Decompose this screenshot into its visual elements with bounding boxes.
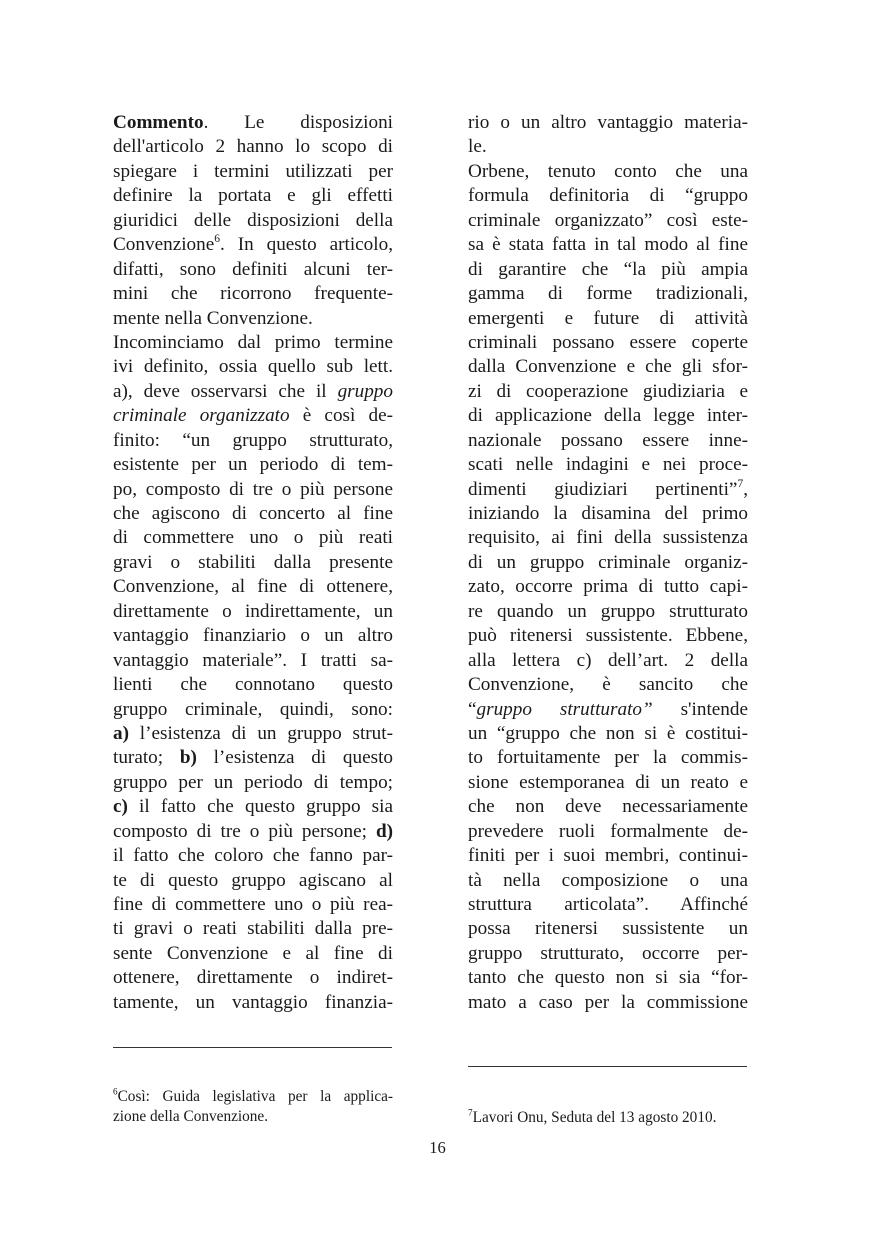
text-line <box>468 893 748 917</box>
text-line <box>113 820 393 844</box>
footnote-7 <box>468 1108 748 1128</box>
text-run: Convenzione, al fine di ottenere, <box>113 576 393 598</box>
text-line <box>113 991 393 1015</box>
text-run: gravi o stabiliti dalla presente <box>113 551 393 573</box>
text-line <box>468 820 748 844</box>
text-line <box>113 429 393 453</box>
text-line <box>113 771 393 795</box>
text-run: iniziando la disamina del primo <box>468 503 748 524</box>
text-run: criminali possano essere coperte <box>468 331 748 353</box>
text-line <box>113 331 393 355</box>
text-run: di applicazione della legge inter- <box>468 405 748 427</box>
text-line <box>113 111 393 135</box>
text-line <box>468 526 748 550</box>
text-run: a), deve osservarsi che il <box>113 380 338 402</box>
text-run: emergenti e future di attività <box>468 307 748 329</box>
text-run: te di questo gruppo agiscano al <box>113 869 393 891</box>
right-column <box>468 111 748 1015</box>
text-run: . Le disposizioni <box>203 112 393 133</box>
text-run: gruppo strutturato, occorre per- <box>468 942 748 964</box>
text-line <box>468 380 748 404</box>
text-run: un “gruppo che non si è costitui- <box>468 722 748 744</box>
text-line <box>113 722 393 746</box>
text-line <box>468 184 748 208</box>
text-line <box>468 917 748 941</box>
text-run: spiegare i termini utilizzati per <box>113 160 393 182</box>
text-line <box>468 746 748 770</box>
text-line <box>113 258 393 282</box>
text-line <box>113 795 393 819</box>
footnote-ref: 7 <box>737 477 744 490</box>
text-run: di commettere uno o più reati <box>113 527 393 549</box>
text-line <box>468 135 748 159</box>
text-run: di garantire che “la più ampia <box>468 258 748 280</box>
text-line <box>113 526 393 550</box>
text-run: giuridici delle disposizioni della <box>113 209 393 231</box>
text-line <box>468 942 748 966</box>
text-run: possa ritenersi sussistente un <box>468 918 748 940</box>
text-run: direttamente o indirettamente, un <box>113 600 393 622</box>
text-line <box>113 966 393 990</box>
text-line <box>113 404 393 428</box>
text-line <box>468 869 748 893</box>
text-run: struttura articolata”. Affinché <box>468 894 748 915</box>
text-line <box>113 600 393 624</box>
text-run: criminale organizzato” così este- <box>468 209 748 231</box>
text-run: è così de- <box>289 405 393 427</box>
text-line <box>113 478 393 502</box>
text-line <box>113 624 393 648</box>
text-run: difatti, sono definiti alcuni ter- <box>113 258 393 280</box>
footnote-separator-left <box>113 1047 392 1048</box>
text-run: c) <box>113 796 128 818</box>
text-run: formula definitoria di “gruppo <box>468 185 748 207</box>
text-line <box>113 673 393 697</box>
text-line <box>113 282 393 306</box>
text-run: il fatto che questo gruppo sia <box>127 796 393 818</box>
text-run: turato; <box>113 747 180 769</box>
text-run: scati nelle indagini e nei proce- <box>468 454 748 476</box>
text-run: gruppo criminale, quindi, sono: <box>113 698 393 720</box>
text-line <box>468 331 748 355</box>
footnote-7-text: Lavori Onu, Seduta del 13 agosto 2010. <box>472 1109 717 1126</box>
text-run: composto di tre o più persone; <box>113 820 376 842</box>
text-run: definire la portata e gli effetti <box>113 185 393 207</box>
text-line <box>113 575 393 599</box>
text-line <box>468 233 748 257</box>
text-line <box>468 404 748 428</box>
text-run: re quando un gruppo strutturato <box>468 600 748 622</box>
text-run: zato, occorre prima di tutto capi- <box>468 576 748 598</box>
text-run: criminale organizzato <box>113 405 290 427</box>
text-line <box>468 502 748 526</box>
text-line <box>113 698 393 722</box>
text-run: vantaggio materiale”. I tratti sa- <box>113 649 393 671</box>
text-run: gamma di forme tradizionali, <box>468 283 748 305</box>
text-line <box>113 942 393 966</box>
text-line <box>468 282 748 306</box>
left-column <box>113 111 393 1015</box>
text-run: finito: “un gruppo strutturato, <box>113 429 393 451</box>
text-run: b) <box>179 747 197 769</box>
text-run: ivi definito, ossia quello sub lett. <box>113 356 393 378</box>
footnote-6-line2: zione della Convenzione. <box>113 1108 269 1125</box>
text-run: gruppo per un periodo di tempo; <box>113 771 393 793</box>
text-run: alla lettera c) dell’art. 2 della <box>468 649 748 671</box>
text-line <box>468 698 748 722</box>
text-line <box>113 502 393 526</box>
text-run: vantaggio finanziario o un altro <box>113 625 393 647</box>
text-line <box>468 355 748 379</box>
text-run: ottenere, direttamente o indiret- <box>113 967 393 989</box>
text-run: tamente, un vantaggio finanzia- <box>113 991 393 1013</box>
text-line <box>113 917 393 941</box>
text-run: gruppo strutturato” <box>476 698 653 720</box>
text-run: mente nella Convenzione. <box>113 307 313 329</box>
text-run: . In questo articolo, <box>220 234 393 256</box>
text-line <box>468 307 748 331</box>
text-line <box>113 551 393 575</box>
text-line <box>113 209 393 233</box>
text-run: Commento <box>113 112 204 133</box>
text-line <box>468 673 748 697</box>
text-run: di un gruppo criminale organiz- <box>468 551 748 573</box>
footnote-6-line1: Così: Guida legislativa per la applica- <box>117 1088 393 1105</box>
text-line <box>113 135 393 159</box>
text-run: d) <box>375 820 393 842</box>
text-line <box>468 160 748 184</box>
text-line <box>113 355 393 379</box>
text-run: che non deve necessariamente <box>468 796 748 818</box>
text-line <box>113 844 393 868</box>
text-run: nazionale possano essere inne- <box>468 429 748 451</box>
text-line <box>468 453 748 477</box>
text-line <box>113 746 393 770</box>
text-run: to fortuitamente per la commis- <box>468 747 748 769</box>
text-run: l’esistenza di un gruppo strut- <box>128 722 393 744</box>
text-line <box>468 991 748 1015</box>
text-line <box>468 624 748 648</box>
text-run: l’esistenza di questo <box>196 747 394 769</box>
text-line <box>113 184 393 208</box>
text-run: il fatto che coloro che fanno par- <box>113 845 393 867</box>
text-run: fine di commettere uno o più rea- <box>113 894 393 915</box>
text-run: zi di cooperazione giudiziaria e <box>468 380 748 402</box>
text-run: dimenti giudiziari pertinenti” <box>468 478 738 500</box>
text-line <box>468 600 748 624</box>
text-line <box>468 966 748 990</box>
text-run: rio o un altro vantaggio materia- <box>468 112 748 133</box>
text-run: Convenzione, è sancito che <box>468 674 748 696</box>
text-run: dell'articolo 2 hanno lo scopo di <box>113 136 393 158</box>
text-line <box>468 429 748 453</box>
text-run: Incominciamo dal primo termine <box>113 331 393 353</box>
text-run: requisito, ai fini della sussistenza <box>468 527 748 549</box>
text-run: può ritenersi sussistente. Ebbene, <box>468 625 748 647</box>
text-run: s'intende <box>652 698 748 720</box>
text-run: sa è stata fatta in tal modo al fine <box>468 234 748 256</box>
text-line <box>468 649 748 673</box>
text-line <box>113 307 393 331</box>
text-line <box>113 233 393 257</box>
text-line <box>113 380 393 404</box>
text-line <box>113 453 393 477</box>
text-line <box>468 575 748 599</box>
text-run: dalla Convenzione e che gli sfor- <box>468 356 748 378</box>
text-run: lienti che connotano questo <box>113 674 393 696</box>
text-run: “ <box>468 698 477 720</box>
text-line <box>113 893 393 917</box>
footnote-6 <box>113 1087 393 1127</box>
text-line <box>468 771 748 795</box>
text-line <box>468 722 748 746</box>
text-run: a) <box>113 722 129 744</box>
text-run: che agiscono di concerto al fine <box>113 503 393 524</box>
footnote-separator-right <box>468 1066 747 1067</box>
text-line <box>468 209 748 233</box>
text-run: prevedere ruoli formalmente de- <box>468 820 748 842</box>
text-run: gruppo <box>337 380 393 402</box>
text-run: mato a caso per la commissione <box>468 991 748 1013</box>
page-number: 16 <box>429 1138 446 1157</box>
text-line <box>468 258 748 282</box>
text-line <box>468 795 748 819</box>
text-line <box>113 160 393 184</box>
footnote-7-number: 7 <box>468 1107 473 1118</box>
text-line <box>113 869 393 893</box>
text-run: le. <box>468 136 487 158</box>
text-line <box>113 649 393 673</box>
footnote-ref: 6 <box>214 233 221 246</box>
text-line <box>468 111 748 135</box>
footnote-6-number: 6 <box>113 1086 118 1097</box>
text-line <box>468 478 748 502</box>
text-run: finiti per i suoi membri, continui- <box>468 845 748 867</box>
text-line <box>468 551 748 575</box>
text-run: po, composto di tre o più persone <box>113 478 393 500</box>
text-run: tà nella composizione o una <box>468 869 748 891</box>
text-run: , <box>743 478 748 500</box>
text-run: mini che ricorrono frequente- <box>113 283 393 305</box>
text-run: sente Convenzione e al fine di <box>113 942 393 964</box>
text-run: tanto che questo non si sia “for- <box>468 967 748 989</box>
text-run: sione estemporanea di un reato e <box>468 771 748 793</box>
text-run: esistente per un periodo di tem- <box>113 454 393 476</box>
text-run: ti gravi o reati stabiliti dalla pre- <box>113 918 393 940</box>
text-run: Orbene, tenuto conto che una <box>468 160 748 182</box>
text-line <box>468 844 748 868</box>
text-run: Convenzione <box>113 234 215 256</box>
